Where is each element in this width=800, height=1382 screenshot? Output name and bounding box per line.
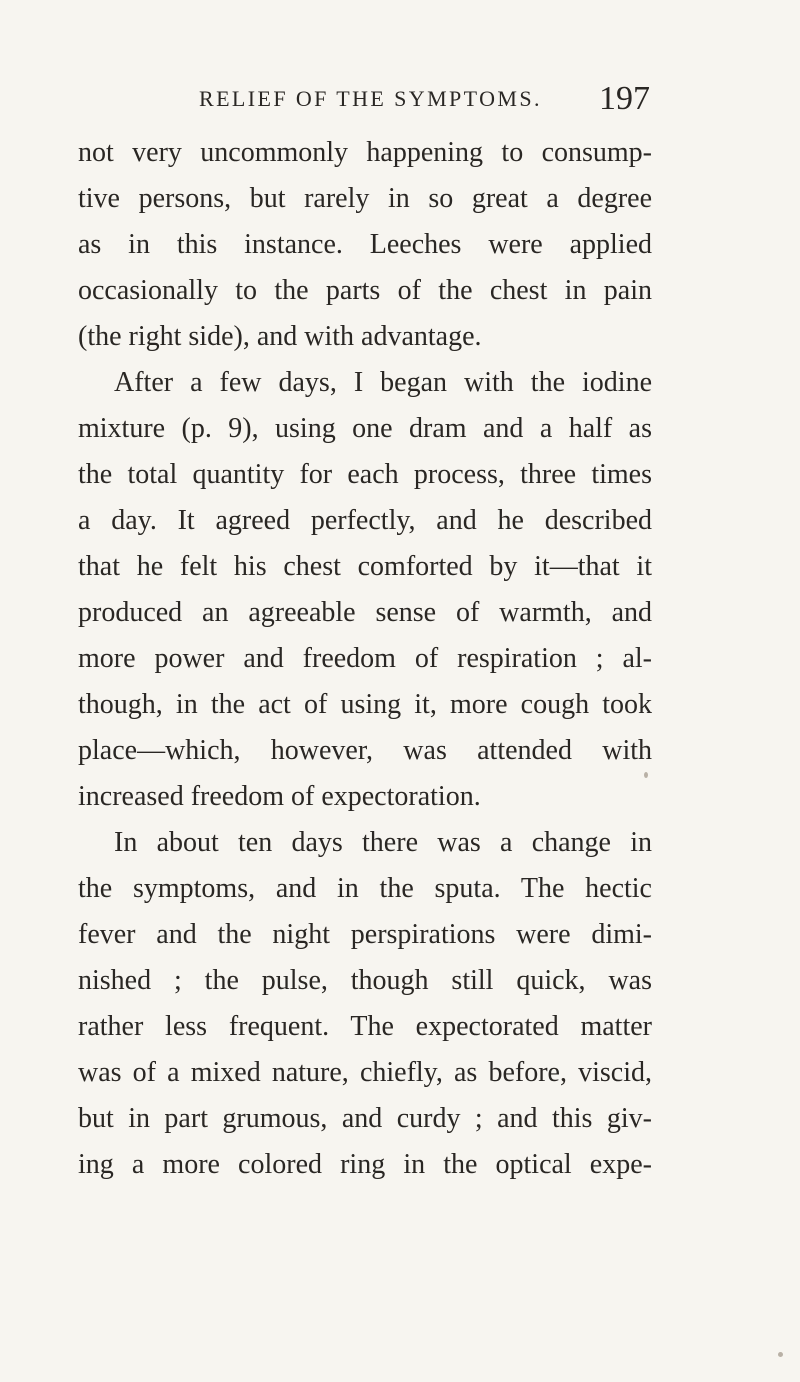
text-line: the total quantity for each process, three times: [78, 459, 652, 490]
paper-speck: [778, 1352, 783, 1357]
text-line: though, in the act of using it, more cough took: [78, 689, 652, 720]
text-line: as in this instance. Leeches were applied: [78, 229, 652, 260]
text-line: fever and the night perspirations were dimi-: [78, 919, 652, 950]
text-line: (the right side), and with advantage.: [78, 321, 482, 352]
paper-speck: [644, 772, 648, 778]
text-line: produced an agreeable sense of warmth, and: [78, 597, 652, 628]
text-line: but in part grumous, and curdy ; and this giv-: [78, 1103, 652, 1134]
text-line: In about ten days there was a change in: [114, 827, 652, 858]
text-line: not very uncommonly happening to consump-: [78, 137, 652, 168]
text-line: ing a more colored ring in the optical expe-: [78, 1149, 652, 1180]
running-title: RELIEF OF THE SYMPTOMS.: [199, 86, 542, 111]
running-head: [78, 80, 650, 120]
text-line: more power and freedom of respiration ; al-: [78, 643, 652, 674]
text-line: mixture (p. 9), using one dram and a half as: [78, 413, 652, 444]
text-line: was of a mixed nature, chiefly, as before, viscid,: [78, 1057, 652, 1088]
body-text: [78, 130, 658, 1188]
text-line: increased freedom of expectoration.: [78, 781, 481, 812]
text-line: that he felt his chest comforted by it—that it: [78, 551, 652, 582]
text-line: After a few days, I began with the iodine: [114, 367, 652, 398]
text-line: the symptoms, and in the sputa. The hectic: [78, 873, 652, 904]
text-line: place—which, however, was attended with: [78, 735, 652, 766]
text-line: a day. It agreed perfectly, and he described: [78, 505, 652, 536]
text-line: tive persons, but rarely in so great a degree: [78, 183, 652, 214]
text-line: occasionally to the parts of the chest in pain: [78, 275, 652, 306]
page-number: 197: [599, 80, 650, 117]
text-line: nished ; the pulse, though still quick, was: [78, 965, 652, 996]
text-line: rather less frequent. The expectorated matter: [78, 1011, 652, 1042]
